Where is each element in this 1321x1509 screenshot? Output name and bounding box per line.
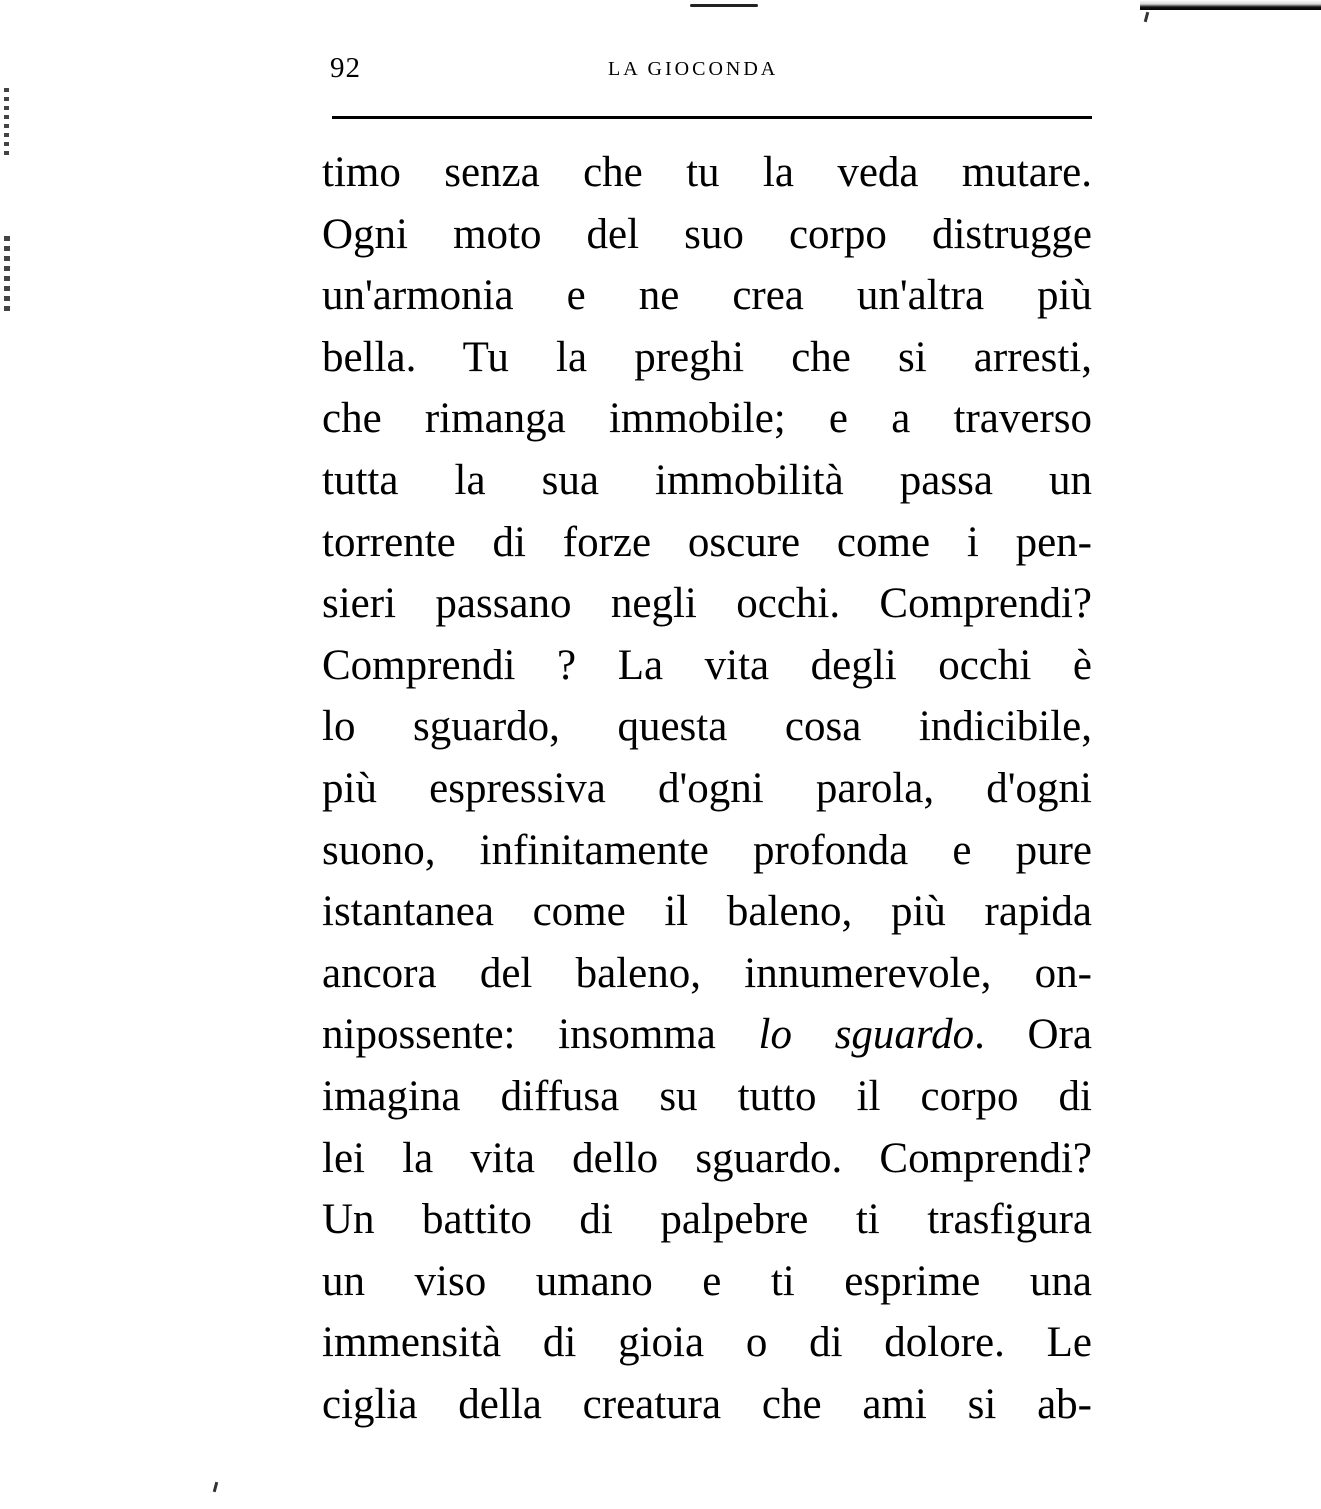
scan-artifact (4, 236, 10, 312)
text-segment: . Ora (974, 1011, 1092, 1059)
text-line: un viso umano e ti esprime una (322, 1257, 1092, 1305)
text-line: Comprendi ? La vita degli occhi è (322, 641, 1092, 689)
text-line: più espressiva d'ogni parola, d'ogni (322, 764, 1092, 812)
header-rule (332, 116, 1092, 119)
text-segment: nipossente: insomma (322, 1011, 759, 1059)
text-line: istantanea come il baleno, più rapida (322, 888, 1092, 936)
text-line: ancora del baleno, innumerevole, on- (322, 949, 1092, 997)
text-line: suono, infinitamente profonda e pure (322, 826, 1092, 874)
text-line: immensità di gioia o di dolore. Le (322, 1319, 1092, 1367)
text-line: Ogni moto del suo corpo distrugge (322, 210, 1092, 258)
text-line: lo sguardo, questa cosa indicibile, (322, 703, 1092, 751)
text-line: timo senza che tu la veda mutare. (322, 149, 1092, 196)
scan-artifact (213, 1482, 218, 1492)
text-line: che rimanga immobile; e a traverso (322, 395, 1092, 443)
text-line: torrente di forze oscure come i pen- (322, 518, 1092, 566)
italic-phrase: lo sguardo (758, 1011, 975, 1059)
text-line: imagina diffusa su tutto il corpo di (322, 1072, 1092, 1120)
scan-artifact (1144, 12, 1149, 22)
scan-artifact (690, 4, 758, 7)
text-line: ciglia della creatura che ami si ab- (322, 1380, 1092, 1428)
text-line: sieri passano negli occhi. Comprendi? (322, 580, 1092, 628)
text-line: lei la vita dello sguardo. Comprendi? (322, 1134, 1092, 1182)
text-line: un'armonia e ne crea un'altra più (322, 272, 1092, 320)
scan-artifact (1140, 0, 1321, 10)
page-header (330, 52, 1090, 92)
page-number: 92 (330, 52, 361, 84)
text-line-mixed (322, 1004, 1092, 1066)
text-line: Un battito di palpebre ti trasfigura (322, 1196, 1092, 1244)
text-line: bella. Tu la preghi che si arresti, (322, 333, 1092, 381)
body-text (322, 142, 1092, 1435)
scan-artifact (4, 88, 9, 158)
running-title: LA GIOCONDA (608, 58, 779, 80)
text-line: tutta la sua immobilità passa un (322, 456, 1092, 504)
